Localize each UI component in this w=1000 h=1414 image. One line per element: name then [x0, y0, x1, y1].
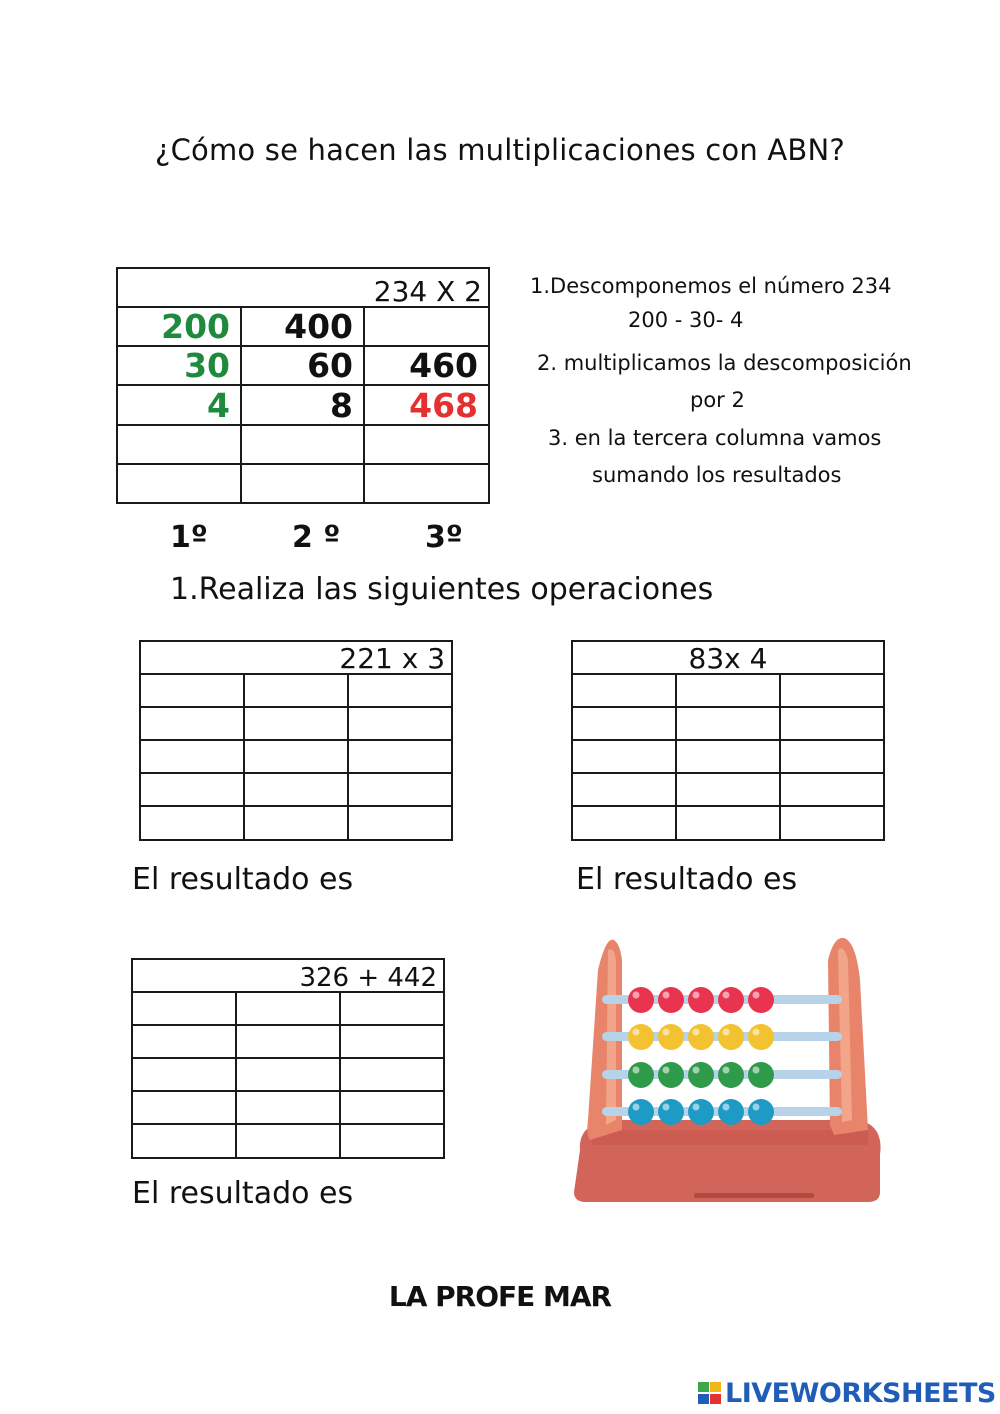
step-1: 1.Descomponemos el número 234: [530, 274, 892, 298]
answer-cell[interactable]: [140, 740, 244, 773]
answer-cell[interactable]: [244, 740, 348, 773]
answer-cell[interactable]: [676, 674, 780, 707]
exercise-header: 83x 4: [572, 641, 884, 674]
answer-cell[interactable]: [348, 674, 452, 707]
answer-cell[interactable]: [348, 773, 452, 806]
exercise-table-3[interactable]: [131, 958, 445, 1159]
answer-cell[interactable]: [236, 1091, 340, 1124]
empty-cell: [117, 425, 241, 464]
exercise-table-1[interactable]: [139, 640, 453, 841]
result-label-3: El resultado es: [132, 1176, 354, 1211]
answer-cell[interactable]: [132, 992, 236, 1025]
answer-cell[interactable]: [780, 707, 884, 740]
liveworksheets-logo[interactable]: [698, 1378, 996, 1409]
column-label-2: 2 º: [292, 520, 341, 555]
exercise-title: 1.Realiza las siguientes operaciones: [170, 572, 714, 607]
answer-cell[interactable]: [340, 1025, 444, 1058]
answer-cell[interactable]: [132, 1091, 236, 1124]
decomposition-cell: 4: [117, 385, 241, 425]
liveworksheets-logo-icon: [698, 1382, 722, 1404]
answer-cell[interactable]: [348, 806, 452, 840]
result-label-1: El resultado es: [132, 862, 354, 897]
answer-cell[interactable]: [676, 773, 780, 806]
answer-cell[interactable]: [244, 773, 348, 806]
answer-cell[interactable]: [572, 740, 676, 773]
decomposition-cell: 200: [117, 307, 241, 346]
final-result-cell: 468: [364, 385, 489, 425]
column-label-3: 3º: [425, 520, 463, 555]
answer-cell[interactable]: [140, 773, 244, 806]
liveworksheets-logo-text: LIVEWORKSHEETS: [725, 1378, 996, 1409]
answer-cell[interactable]: [140, 707, 244, 740]
answer-cell[interactable]: [140, 674, 244, 707]
example-header: 234 X 2: [117, 268, 489, 307]
answer-cell[interactable]: [244, 674, 348, 707]
answer-cell[interactable]: [340, 1058, 444, 1091]
author-signature: LA PROFE MAR: [388, 1280, 612, 1313]
answer-cell[interactable]: [676, 740, 780, 773]
step-2: 2. multiplicamos la descomposición: [537, 350, 912, 375]
answer-cell[interactable]: [572, 707, 676, 740]
answer-cell[interactable]: [348, 707, 452, 740]
answer-cell[interactable]: [676, 806, 780, 840]
answer-cell[interactable]: [572, 674, 676, 707]
answer-cell[interactable]: [244, 806, 348, 840]
answer-cell[interactable]: [244, 707, 348, 740]
example-table: [116, 267, 490, 504]
result-label-2: El resultado es: [576, 862, 798, 897]
product-cell: 400: [241, 307, 364, 346]
step-1-detail: 200 - 30- 4: [628, 308, 744, 333]
answer-cell[interactable]: [236, 1124, 340, 1158]
answer-cell[interactable]: [340, 1091, 444, 1124]
answer-cell[interactable]: [132, 1058, 236, 1091]
answer-cell[interactable]: [132, 1025, 236, 1058]
instructions: [520, 268, 920, 494]
product-cell: 8: [241, 385, 364, 425]
empty-cell: [241, 464, 364, 503]
empty-cell: [117, 464, 241, 503]
product-cell: 60: [241, 346, 364, 385]
step-3-detail: sumando los resultados: [592, 463, 842, 487]
sum-cell: [364, 307, 489, 346]
empty-cell: [364, 425, 489, 464]
answer-cell[interactable]: [572, 806, 676, 840]
answer-cell[interactable]: [340, 992, 444, 1025]
answer-cell[interactable]: [780, 806, 884, 840]
column-label-1: 1º: [170, 520, 208, 555]
answer-cell[interactable]: [780, 773, 884, 806]
answer-cell[interactable]: [676, 707, 780, 740]
decomposition-cell: 30: [117, 346, 241, 385]
answer-cell[interactable]: [780, 740, 884, 773]
answer-cell[interactable]: [236, 1058, 340, 1091]
answer-cell[interactable]: [236, 992, 340, 1025]
answer-cell[interactable]: [236, 1025, 340, 1058]
exercise-header: 221 x 3: [140, 641, 452, 674]
answer-cell[interactable]: [780, 674, 884, 707]
page-title: ¿Cómo se hacen las multiplicaciones con ABN?: [154, 133, 845, 167]
exercise-header: 326 + 442: [132, 959, 444, 992]
empty-cell: [241, 425, 364, 464]
abacus-illustration: [568, 930, 888, 1210]
step-2-detail: por 2: [690, 388, 745, 413]
answer-cell[interactable]: [348, 740, 452, 773]
answer-cell[interactable]: [572, 773, 676, 806]
answer-cell[interactable]: [340, 1124, 444, 1158]
answer-cell[interactable]: [132, 1124, 236, 1158]
sum-cell: 460: [364, 346, 489, 385]
step-3: 3. en la tercera columna vamos: [548, 425, 882, 450]
exercise-table-2[interactable]: [571, 640, 885, 841]
answer-cell[interactable]: [140, 806, 244, 840]
empty-cell: [364, 464, 489, 503]
